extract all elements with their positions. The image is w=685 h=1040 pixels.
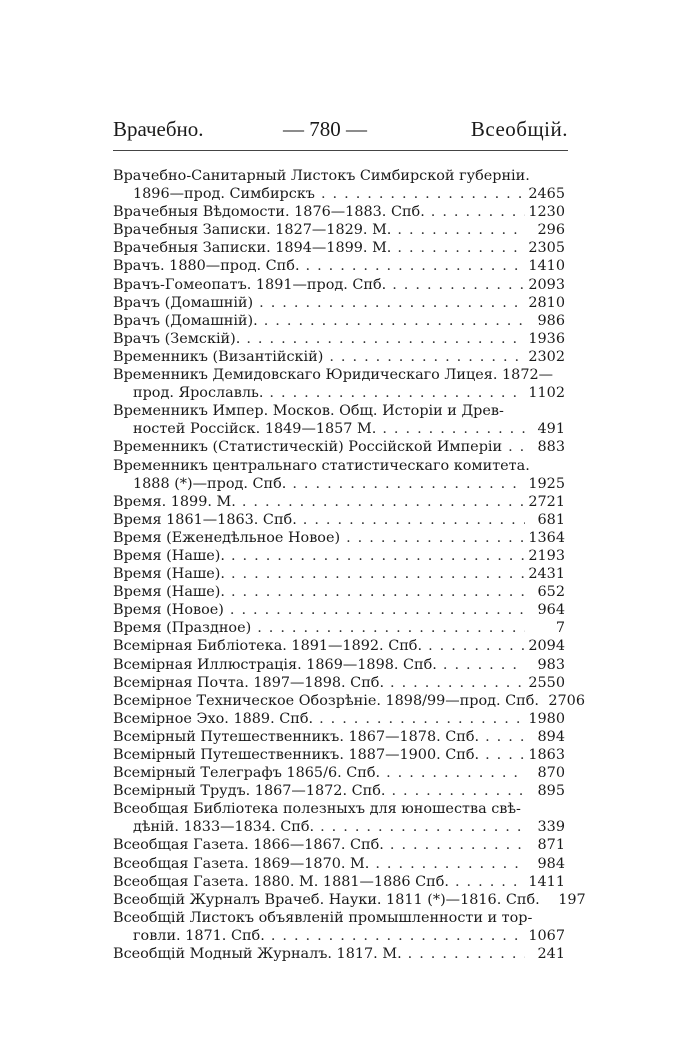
entry-title: Врачъ. 1880—прод. Спб.	[113, 258, 300, 275]
entry-title: Всемірное Техническое Обозрѣніе. 1898/99—прод. Спб.	[113, 692, 539, 709]
entry-leader-line	[113, 185, 565, 203]
entry-leader-line	[113, 294, 565, 312]
dot-leader	[323, 348, 525, 366]
entry-leader-line	[113, 746, 565, 764]
entry-title: Время (Наше).	[113, 566, 225, 583]
index-entry	[113, 891, 586, 909]
entry-page-number: 883	[537, 439, 565, 456]
index-entry	[113, 692, 585, 710]
entry-page-number: 2550	[528, 674, 565, 691]
index-entry	[113, 945, 565, 963]
index-entry	[113, 348, 565, 366]
dot-leader	[225, 565, 525, 583]
index-entry	[113, 529, 565, 547]
entry-leader-line	[113, 511, 565, 529]
entry-leader-line	[113, 276, 565, 294]
entry-leader-line	[113, 782, 565, 800]
entry-title: говли. 1871. Спб.	[133, 927, 265, 944]
index-entry	[113, 402, 565, 438]
entry-title: Всемірная Почта. 1897—1898. Спб.	[113, 674, 385, 691]
entry-page-number: 1411	[528, 873, 565, 890]
entry-title: ностей Россійск. 1849—1857 М.	[133, 421, 377, 438]
entry-leader-line	[113, 601, 565, 619]
entry-page-number: 652	[537, 584, 565, 601]
entry-page-number: 2193	[528, 547, 565, 564]
index-entry	[113, 167, 565, 203]
entry-title: Всемірный Трудъ. 1867—1872. Спб.	[113, 783, 386, 800]
entry-title: Всеобщая Газета. 1869—1870. М.	[113, 855, 370, 872]
entry-page-number: 2302	[528, 348, 565, 365]
index-entry	[113, 276, 565, 294]
entry-leader-line	[113, 619, 565, 637]
dot-leader	[286, 475, 525, 493]
dot-leader	[314, 818, 525, 836]
dot-leader	[240, 330, 525, 348]
entry-page-number: 1936	[528, 330, 565, 347]
entry-title: Время (Новое)	[113, 602, 224, 619]
entry-page-number: 894	[537, 728, 565, 745]
entry-page-number: 1980	[528, 710, 565, 727]
entry-leader-line	[113, 529, 565, 547]
entry-page-number: 197	[558, 891, 586, 908]
entry-page-number: 1364	[528, 529, 565, 546]
entry-page-number: 1410	[528, 258, 565, 275]
entry-page-number: 491	[537, 421, 565, 438]
index-entry	[113, 674, 565, 692]
entry-title: Время. 1899. М.	[113, 493, 236, 510]
index-entry	[113, 366, 565, 402]
index-entry	[113, 764, 565, 782]
entry-title: 1888 (*)—прод. Спб.	[133, 475, 287, 492]
index-entry	[113, 728, 565, 746]
entry-page-number: 1925	[528, 475, 565, 492]
dot-leader	[251, 619, 525, 637]
entry-title: Всемірный Путешественникъ. 1867—1878. Спб.	[113, 728, 480, 745]
dot-leader	[391, 221, 525, 239]
entry-leader-line	[113, 257, 565, 275]
index-entry	[113, 782, 565, 800]
index-entry	[113, 873, 565, 891]
entry-leader-line	[113, 692, 585, 710]
entry-title: Временникъ (Византійскій)	[113, 348, 324, 365]
index-entries	[113, 167, 586, 963]
dot-leader	[253, 294, 525, 312]
index-entry	[113, 312, 565, 330]
entry-leader-line	[113, 565, 565, 583]
index-entry	[113, 746, 565, 764]
dot-leader	[258, 312, 525, 330]
header-right-word: Всеобщій.	[470, 117, 568, 141]
index-entry	[113, 221, 565, 239]
entry-title: Всемірная Иллюстрація. 1869—1898. Спб.	[113, 656, 437, 673]
dot-leader	[225, 583, 525, 601]
entry-title: Всеобщій Журналъ Врачеб. Науки. 1811 (*)—1816. Спб.	[113, 891, 540, 908]
entry-page-number: 870	[537, 765, 565, 782]
dot-leader	[384, 836, 525, 854]
entry-title-line: Всеобщая Библіотека полезныхъ для юношества свѣ-	[113, 801, 521, 818]
entry-leader-line	[113, 203, 565, 221]
dot-leader	[385, 782, 525, 800]
index-entry	[113, 511, 565, 529]
dot-leader	[425, 203, 525, 221]
entry-page-number: 2810	[528, 294, 565, 311]
header-rule	[113, 150, 568, 151]
entry-leader-line	[113, 836, 565, 854]
entry-title: Врачебныя Записки. 1894—1899. М.	[113, 240, 392, 257]
entry-page-number: 241	[537, 946, 565, 963]
entry-title: Время (Наше).	[113, 584, 225, 601]
dot-leader	[340, 529, 525, 547]
entry-page-number: 2093	[528, 276, 565, 293]
entry-leader-line	[113, 330, 565, 348]
entry-leader-line	[113, 312, 565, 330]
entry-title: дѣній. 1833—1834. Спб.	[133, 819, 315, 836]
entry-title-line: Врачебно-Санитарный Листокъ Симбирской губерніи.	[113, 168, 530, 184]
entry-page-number: 983	[537, 656, 565, 673]
entry-page-number: 2721	[528, 493, 565, 510]
entry-title: Врачъ (Домашній).	[113, 312, 258, 329]
entry-title: Врачебныя Записки. 1827—1829. М.	[113, 222, 392, 239]
entry-leader-line	[113, 438, 565, 456]
entry-page-number: 296	[537, 222, 565, 239]
dot-leader	[449, 873, 525, 891]
dot-leader	[369, 855, 525, 873]
entry-leader-line	[113, 891, 586, 909]
entry-title-line: Всеобщій Листокъ объявленій промышленности и тор-	[113, 909, 533, 926]
entry-title: Время (Еженедѣльное Новое)	[113, 529, 341, 546]
entry-page-number: 986	[537, 312, 565, 329]
entry-leader-line	[113, 710, 565, 728]
entry-leader-line	[113, 420, 565, 438]
dot-leader	[224, 601, 525, 619]
entry-page-number: 2465	[528, 186, 565, 203]
entry-title: Всеобщая Газета. 1880. М. 1881—1886 Спб.	[113, 873, 449, 890]
entry-leader-line	[113, 656, 565, 674]
entry-title-line: Временникъ Импер. Москов. Общ. Исторіи и Древ-	[113, 403, 504, 420]
entry-page-number: 2094	[528, 638, 565, 655]
entry-title: 1896—прод. Симбирскъ	[133, 186, 315, 203]
entry-title: Время (Праздное)	[113, 620, 252, 637]
dot-leader	[479, 728, 525, 746]
header-left-word: Врачебно.	[113, 117, 204, 141]
index-entry	[113, 330, 565, 348]
entry-leader-line	[113, 493, 565, 511]
dot-leader	[380, 764, 525, 782]
dot-leader	[437, 656, 525, 674]
dot-leader	[376, 420, 525, 438]
index-entry	[113, 855, 565, 873]
entry-leader-line	[113, 674, 565, 692]
index-entry	[113, 239, 565, 257]
entry-leader-line	[113, 547, 565, 565]
entry-leader-line	[113, 637, 565, 655]
dot-leader	[315, 185, 525, 203]
entry-page-number: 2706	[548, 692, 585, 709]
entry-title: Всемірное Эхо. 1889. Спб.	[113, 710, 314, 727]
entry-title: Всеобщая Газета. 1866—1867. Спб.	[113, 837, 384, 854]
entry-leader-line	[113, 855, 565, 873]
dot-leader	[422, 637, 525, 655]
entry-title: Врачебныя Вѣдомости. 1876—1883. Спб.	[113, 204, 425, 221]
entry-page-number: 7	[555, 620, 565, 637]
index-entry	[113, 637, 565, 655]
entry-page-number: 1230	[528, 204, 565, 221]
page-number: — 780 —	[283, 117, 367, 141]
dot-leader	[386, 276, 525, 294]
dot-leader	[265, 927, 525, 945]
index-entry	[113, 583, 565, 601]
entry-title: Всемірная Библіотека. 1891—1892. Спб.	[113, 638, 423, 655]
entry-page-number: 1863	[528, 747, 565, 763]
entry-title: Всеобщій Модный Журналъ. 1817. М.	[113, 946, 402, 963]
dot-leader	[384, 674, 525, 692]
index-entry	[113, 601, 565, 619]
entry-title-line: Временникъ Демидовскаго Юридическаго Лицея. 1872—	[113, 367, 554, 384]
index-entry	[113, 547, 565, 565]
entry-page-number: 339	[537, 819, 565, 836]
entry-page-number: 964	[537, 602, 565, 619]
running-header	[113, 117, 568, 143]
dot-leader	[391, 239, 525, 257]
entry-title: Всемірный Телеграфъ 1865/6. Спб.	[113, 765, 381, 782]
dot-leader	[313, 710, 525, 728]
entry-page-number: 1102	[528, 385, 565, 402]
entry-title: Всемірный Путешественникъ. 1887—1900. Спб.	[113, 747, 480, 763]
index-entry	[113, 836, 565, 854]
entry-title: Время (Наше).	[113, 547, 225, 564]
entry-page-number: 871	[537, 837, 565, 854]
dot-leader	[300, 257, 525, 275]
dot-leader	[263, 384, 525, 402]
entry-leader-line	[113, 818, 565, 836]
dot-leader	[225, 547, 525, 565]
entry-title: Врачъ (Домашній)	[113, 294, 254, 311]
index-entry	[113, 203, 565, 221]
index-entry	[113, 438, 565, 456]
entry-page-number: 895	[537, 783, 565, 800]
entry-leader-line	[113, 384, 565, 402]
index-entry	[113, 294, 565, 312]
index-entry	[113, 457, 565, 493]
entry-leader-line	[113, 475, 565, 493]
index-entry	[113, 619, 565, 637]
entry-leader-line	[113, 764, 565, 782]
index-entry	[113, 800, 565, 836]
entry-page-number: 1067	[528, 927, 565, 944]
entry-leader-line	[113, 927, 565, 945]
entry-leader-line	[113, 728, 565, 746]
index-entry	[113, 909, 565, 945]
entry-title: Временникъ (Статистическій) Россійской Имперіи	[113, 439, 503, 456]
entry-page-number: 2305	[528, 240, 565, 257]
index-entry	[113, 257, 565, 275]
dot-leader	[402, 945, 525, 963]
dot-leader	[479, 746, 525, 764]
entry-title: Время 1861—1863. Спб.	[113, 511, 297, 528]
entry-leader-line	[113, 945, 565, 963]
index-entry	[113, 565, 565, 583]
entry-title: Врачъ (Земскій).	[113, 330, 241, 347]
entry-title-line: Временникъ центральнаго статистическаго комитета.	[113, 457, 530, 474]
entry-leader-line	[113, 583, 565, 601]
entry-page-number: 2431	[528, 566, 565, 583]
entry-leader-line	[113, 348, 565, 366]
entry-leader-line	[113, 873, 565, 891]
entry-title: прод. Ярославль.	[133, 385, 264, 402]
index-entry	[113, 656, 565, 674]
entry-page-number: 984	[537, 855, 565, 872]
entry-page-number: 681	[537, 511, 565, 528]
index-entry	[113, 493, 565, 511]
dot-leader	[502, 438, 525, 456]
entry-leader-line	[113, 239, 565, 257]
entry-leader-line	[113, 221, 565, 239]
index-entry	[113, 710, 565, 728]
entry-title: Врачъ-Гомеопатъ. 1891—прод. Спб.	[113, 276, 387, 293]
dot-leader	[297, 511, 525, 529]
dot-leader	[236, 493, 525, 511]
